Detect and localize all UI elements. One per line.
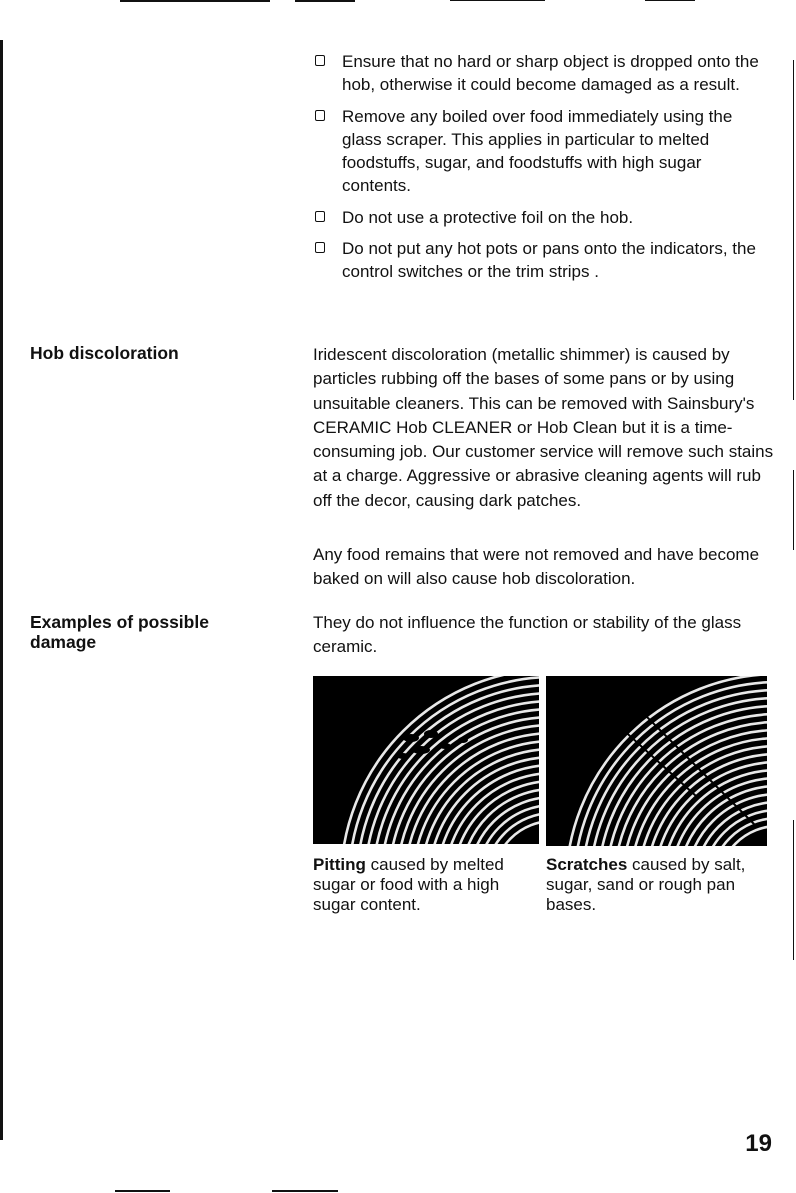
pitting-description: caused by melted sugar or food with a high sugar content. [313,855,504,914]
precaution-list [313,50,773,292]
top-rule [295,0,355,2]
bottom-rule [115,1190,170,1192]
list-item [313,237,773,284]
baked-on-remains-paragraph: Any food remains that were not removed and have become baked on will also cause hob discoloration. [313,545,760,589]
page-number: 19 [745,1130,772,1157]
checkbox-bullet-icon [315,110,325,121]
checkbox-bullet-icon [315,211,325,222]
pitting-photo [313,676,539,844]
list-item-text: Do not put any hot pots or pans onto the indicators, the control switches or the trim strips . [342,239,756,282]
hob-discoloration-paragraph: Iridescent discoloration (metallic shimmer) is caused by particles rubbing off the bases of some pans or by using unsuitable cleaners. This can be removed with Sainsbury's CERAMIC Hob CLEANER or Hob Clean but it is a time-consuming job. Our customer service will remove such stains at a charge. Aggressive or abrasive cleaning agents will rub off the decor, causing dark patches. [313,345,774,510]
top-rule [645,0,695,1]
scratches-caption [546,855,776,915]
scratches-rings-image [546,676,767,846]
right-margin-rule [793,820,794,960]
scratches-term: Scratches [546,855,628,874]
bottom-rule [272,1190,338,1192]
damage-examples-heading: Examples of possible damage [30,612,209,652]
list-item [313,50,773,97]
scratches-description: caused by salt, sugar, sand or rough pan bases. [546,855,746,914]
checkbox-bullet-icon [315,55,325,66]
pitting-caption [313,855,543,915]
right-margin-rule [793,60,794,400]
scratches-photo [546,676,767,846]
list-item-text: Ensure that no hard or sharp object is dropped onto the hob, otherwise it could become damaged as a result. [342,52,759,95]
pitting-rings-image [313,676,539,844]
damage-intro-paragraph: They do not influence the function or stability of the glass ceramic. [313,613,742,657]
list-item [313,105,773,198]
checkbox-bullet-icon [315,242,325,253]
left-margin-rule [0,40,3,1140]
pitting-term: Pitting [313,855,366,874]
list-item-text: Do not use a protective foil on the hob. [342,207,634,227]
top-rule [120,0,270,2]
top-rule [450,0,545,1]
list-item-text: Remove any boiled over food immediately using the glass scraper. This applies in particular to melted foodstuffs, sugar, and foodstuffs with high sugar contents. [342,106,733,196]
hob-discoloration-heading: Hob discoloration [30,343,179,363]
right-margin-rule [793,470,794,550]
list-item [313,206,773,229]
